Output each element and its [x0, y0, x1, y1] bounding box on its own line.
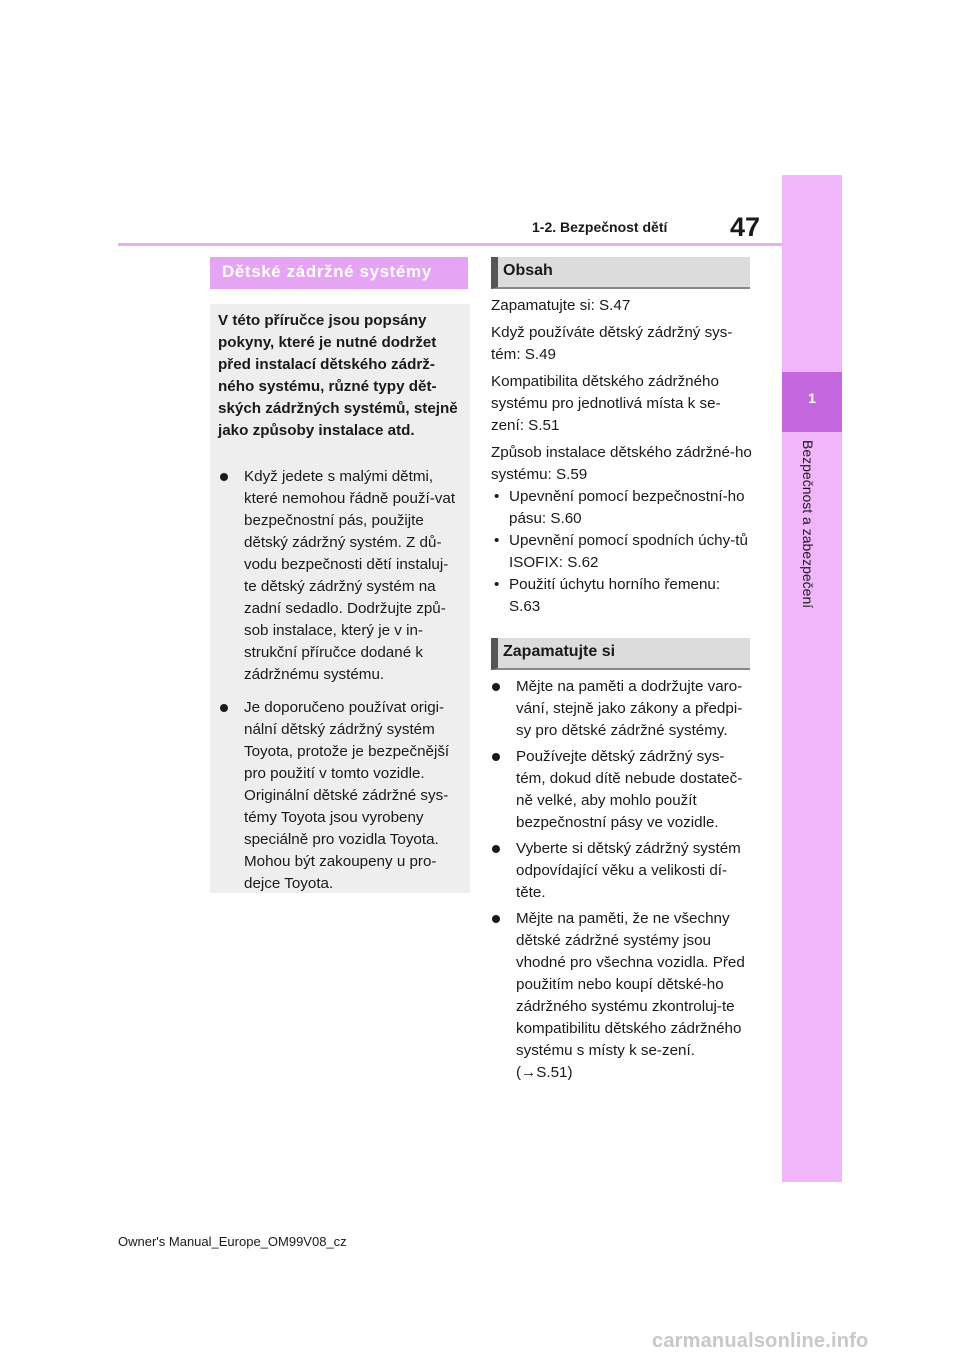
bullet-icon [492, 753, 500, 761]
list-item-text: Je doporučeno používat origi-nální dětský zádržný systém Toyota, protože je bezpečnější pro použití v tomto vozidle. Originální dětské zádržné sys-témy Toyota jsou vyrobeny speciálně pro vozidla Toyota. Mohou být zakoupeny u pro-dejce Toyota. [244, 699, 450, 892]
contents-subitem-text: Použití úchytu horního řemenu: S.63 [509, 576, 721, 615]
list-item [220, 466, 458, 686]
bullet-icon [492, 845, 500, 853]
remember-bullet-list [492, 676, 752, 1088]
contents-item: Zapamatujte si: S.47 [491, 297, 631, 314]
list-item-text: Vyberte si dětský zádržný systém odpovídající věku a velikosti dí-těte. [516, 840, 741, 901]
section-header: 1-2. Bezpečnost dětí [532, 219, 668, 235]
contents-sublist [491, 486, 753, 618]
list-item-text: Když jedete s malými dětmi, které nemohou řádně použí-vat bezpečnostní pás, použijte dětský zádržný systém. Z dů-vodu bezpečnosti dětí instaluj-te dětský zádržný systém na zadní sedadlo. Dodržujte způ-sob instalace, který je v in-strukční příručce dodané k zádržnému systému. [244, 468, 456, 683]
list-item [492, 908, 752, 1084]
bullet-icon [492, 683, 500, 691]
bullet-icon: • [494, 532, 500, 549]
info-intro: V této příručce jsou popsány pokyny, které je nutné dodržet před instalací dětského zádrž-ného systému, různé typy dět-ských zádržných systémů, stejně jako způsoby instalace atd. [218, 312, 458, 439]
list-item [492, 676, 752, 742]
list-item-text: Mějte na paměti a dodržujte varo-vání, stejně jako zákony a předpi-sy pro dětské zádržné systémy. [516, 678, 743, 739]
bullet-icon [220, 473, 228, 481]
bullet-icon [220, 704, 228, 712]
bullet-icon [492, 915, 500, 923]
contents-item: Způsob instalace dětského zádržné-ho systému: S.59 [491, 444, 752, 483]
list-item [220, 697, 458, 895]
chapter-number: 1 [808, 390, 816, 406]
list-item [492, 746, 752, 834]
section-title: Dětské zádržné systémy [222, 262, 432, 281]
info-bullet-list [220, 466, 458, 906]
side-chapter-tab [782, 175, 842, 1182]
list-item [492, 838, 752, 904]
list-item-text: Mějte na paměti, že ne všechny dětské zádržné systémy jsou vhodné pro všechna vozidla. Před použitím nebo koupí dětské-ho zádržného systému zkontroluj-te kompatibilitu dětského zádržného systému s místy k se-zení. (→S.51) [516, 910, 745, 1081]
list-item-text: Používejte dětský zádržný sys-tém, dokud dítě nebude dostateč-ně velké, aby mohlo použít bezpečnostní pásy ve vozidle. [516, 748, 743, 831]
contents-item: Kompatibilita dětského zádržného systému pro jednotlivá místa k se-zení: S.51 [491, 373, 721, 434]
footer-text: Owner's Manual_Europe_OM99V08_cz [118, 1234, 347, 1249]
contents-heading: Obsah [503, 262, 553, 279]
remember-heading: Zapamatujte si [503, 643, 616, 660]
header-rule [118, 243, 782, 246]
chapter-title: Bezpečnost a zabezpečení [800, 440, 816, 609]
contents-subitem [491, 574, 753, 618]
contents-subitem-text: Upevnění pomocí bezpečnostní-ho pásu: S.60 [509, 488, 745, 527]
contents-subitem-text: Upevnění pomocí spodních úchy-tů ISOFIX: S.62 [509, 532, 748, 571]
contents-subitem [491, 530, 753, 574]
contents-item: Když používáte dětský zádržný sys-tém: S.49 [491, 324, 733, 363]
page-number: 47 [730, 212, 761, 242]
bullet-icon: • [494, 488, 500, 505]
contents-subitem [491, 486, 753, 530]
contents-list [491, 295, 753, 618]
bullet-icon: • [494, 576, 500, 593]
watermark: carmanualsonline.info [652, 1330, 869, 1352]
